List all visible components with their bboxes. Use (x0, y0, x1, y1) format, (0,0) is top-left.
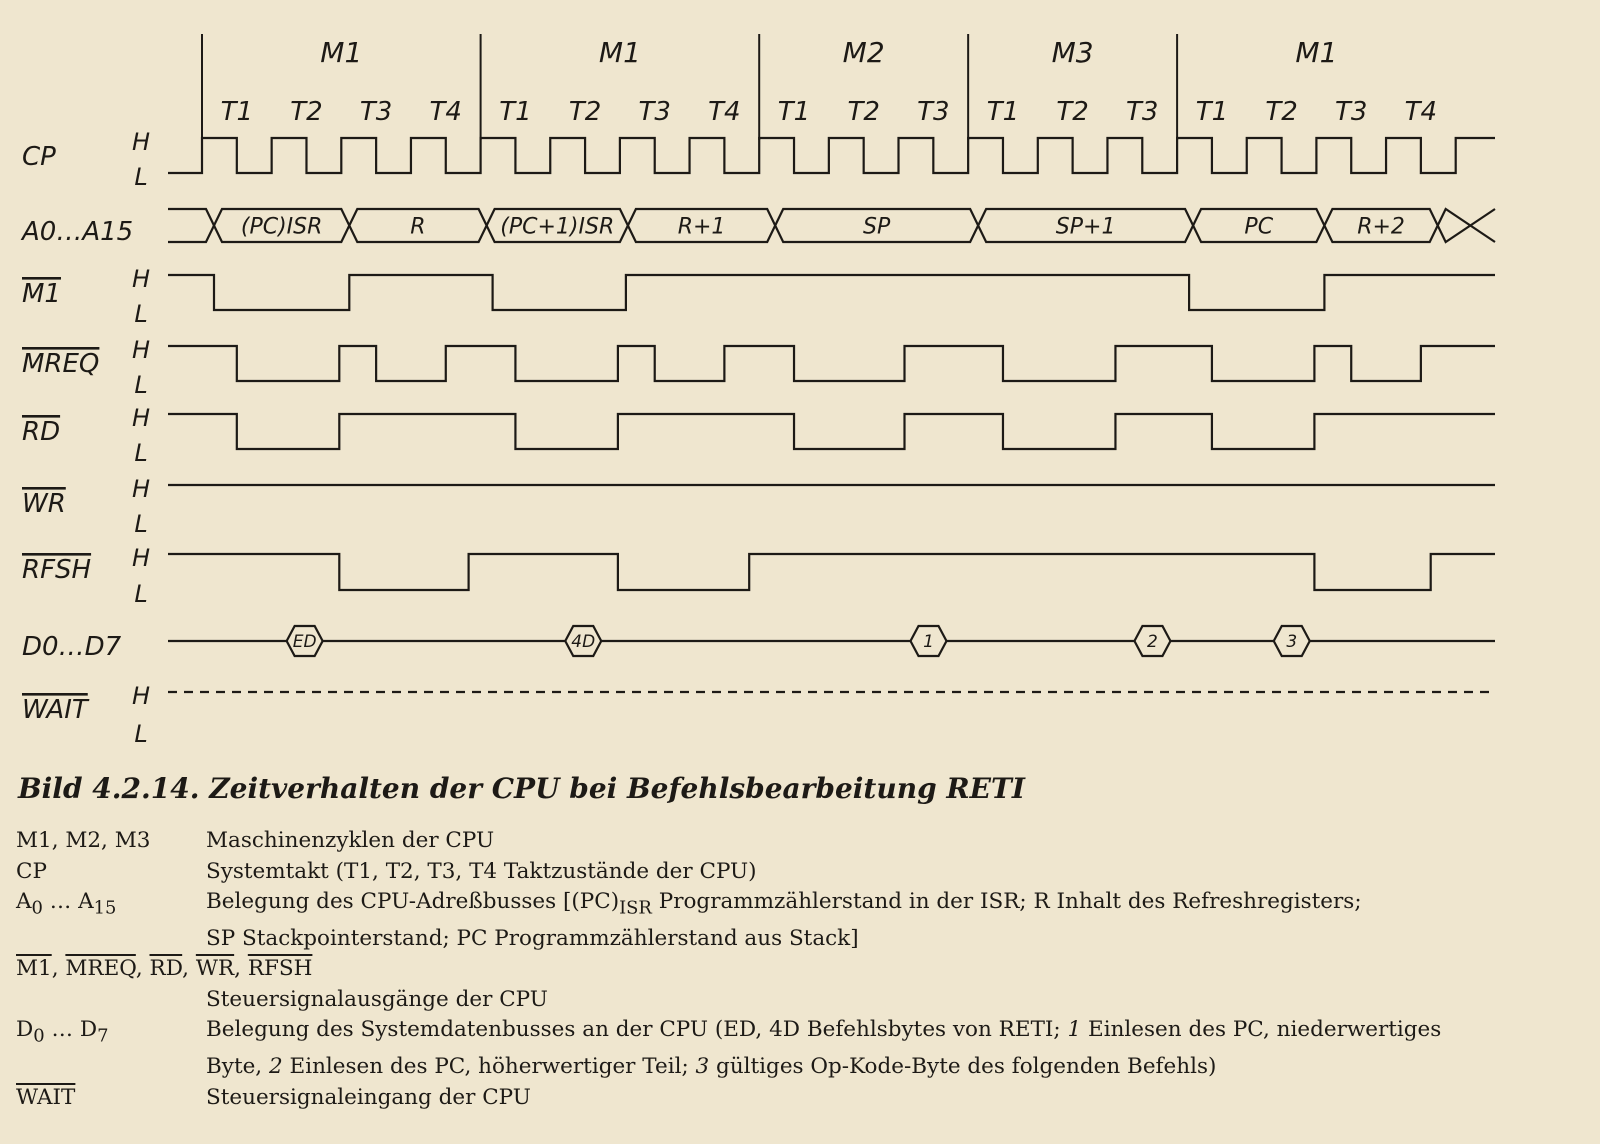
legend-desc: Belegung des Systemdatenbusses an der CPU (ED, 4D Befehlsbytes von RETI; 1 Einlesen des PC, niederwertiges (206, 1017, 1442, 1043)
t-state-label: T1 (1195, 97, 1229, 127)
level-labels (132, 128, 150, 748)
legend-row-address-bus-cont (16, 924, 1586, 955)
legend-term: M1, MREQ, $\overline{RD}$, $\overline{WR}$, RFSH (16, 956, 313, 982)
machine-cycle-label: M3 (1051, 36, 1094, 69)
address-bus-labels (241, 215, 1405, 240)
signal-labels (20, 142, 133, 725)
level-low-label: L (134, 371, 148, 399)
address-bus-value: SP+1 (1055, 214, 1116, 240)
level-high-label: H (131, 336, 151, 364)
t-state-label: T3 (1335, 97, 1368, 127)
legend-desc: Steuersignalausgänge der CPU (206, 986, 548, 1012)
t-state-label: T2 (1265, 97, 1298, 127)
legend-desc: Steuersignaleingang der CPU (206, 1084, 531, 1110)
m1-waveform (168, 275, 1495, 310)
data-bus-value: 4D (571, 632, 596, 652)
legend (16, 826, 1586, 1113)
t-state-label: T2 (847, 97, 880, 127)
t-state-label: T1 (220, 97, 254, 127)
address-bus-value: R (410, 214, 426, 240)
machine-cycle-labels (320, 36, 1337, 69)
data-bus-value: ED (292, 632, 317, 652)
t-state-label: T1 (499, 97, 532, 127)
signal-label-wait: WAIT (22, 695, 88, 725)
t-state-label: T3 (359, 97, 393, 127)
t-state-label: T3 (1126, 97, 1159, 127)
legend-row-data-bus-cont (16, 1052, 1586, 1083)
address-bus-value: (PC+1)ISR (500, 214, 615, 240)
level-high-label: H (131, 404, 151, 432)
level-high-label: H (131, 544, 151, 572)
legend-term: WAIT (16, 1084, 76, 1110)
t-state-label: T4 (1404, 97, 1438, 127)
rfsh-waveform (168, 554, 1495, 590)
signal-label-cp: CP (22, 142, 56, 172)
t-state-label: T2 (1056, 97, 1089, 127)
machine-cycle-label: M1 (320, 36, 363, 69)
level-low-label: L (134, 439, 148, 467)
figure-caption: Bild 4.2.14. Zeitverhalten der CPU bei Befehlsbearbeitung RETI (18, 772, 1025, 805)
t-state-labels (221, 97, 1437, 127)
address-bus-value: PC (1244, 214, 1274, 240)
signal-label-mreq: MREQ (22, 349, 100, 379)
address-bus-value: SP (863, 214, 891, 240)
data-bus-value: 3 (1286, 632, 1298, 652)
signal-label-wr: WR (22, 489, 66, 519)
signal-label-m1: M1 (22, 279, 61, 309)
legend-row-control-outputs-desc (16, 985, 1586, 1016)
signal-label-rfsh: RFSH (22, 555, 92, 585)
legend-term: $A_0$ … $A_{15}$ (16, 889, 117, 919)
level-low-label: L (134, 300, 148, 328)
level-low-label: L (134, 163, 148, 191)
address-bus-value: (PC)ISR (240, 214, 323, 240)
legend-row-data-bus (16, 1015, 1586, 1052)
legend-desc: Systemtakt (T1, T2, T3, T4 Taktzustände der CPU) (206, 858, 757, 884)
address-bus-line-b (168, 209, 1495, 242)
level-high-label: H (131, 475, 151, 503)
address-bus-line-a (168, 209, 1495, 242)
level-high-label: H (131, 265, 151, 293)
cp-clock-waveform (168, 138, 1495, 173)
machine-cycle-label: M1 (598, 36, 641, 69)
legend-desc: Belegung des CPU-Adreßbusses [$(PC)_{ISR}$ Programmzählerstand in der ISR; R Inhalt des Refreshregisters; (206, 889, 1362, 919)
legend-term: $D_0$ … $D_7$ (16, 1017, 109, 1047)
t-state-label: T3 (917, 97, 950, 127)
t-state-label: T3 (638, 97, 671, 127)
t-state-label: T1 (777, 97, 811, 127)
level-high-label: H (131, 682, 151, 710)
t-state-label: T2 (568, 97, 602, 127)
legend-term: M1, M2, M3 (16, 828, 151, 853)
legend-row-address-bus (16, 887, 1586, 924)
machine-cycle-label: M1 (1295, 36, 1338, 69)
t-state-label: T4 (708, 97, 741, 127)
t-state-label: T1 (986, 97, 1020, 127)
legend-row-control-outputs (16, 954, 1586, 985)
legend-row-machine-cycles (16, 826, 1586, 857)
signal-label-addr: A0…A15 (22, 217, 134, 247)
t-state-label: T2 (290, 97, 323, 127)
mreq-waveform (168, 346, 1495, 381)
t-state-label: T4 (429, 97, 462, 127)
rd-waveform (168, 414, 1495, 449)
level-low-label: L (134, 720, 148, 748)
legend-row-clock (16, 857, 1586, 888)
legend-desc: SP Stackpointerstand; PC Programmzählerstand aus Stack] (206, 925, 859, 951)
legend-term: CP (16, 858, 47, 884)
address-bus-value: R+2 (1357, 214, 1405, 240)
address-bus-value: R+1 (677, 214, 726, 240)
signal-label-rd: RD (22, 417, 61, 447)
signal-label-data: D0…D7 (22, 632, 122, 662)
level-low-label: L (134, 580, 148, 608)
legend-row-wait (16, 1083, 1586, 1114)
machine-cycle-label: M2 (842, 36, 885, 69)
level-low-label: L (134, 510, 148, 538)
legend-desc: Byte, 2 Einlesen des PC, höherwertiger Teil; 3 gültiges Op-Kode-Byte des folgenden Befehls) (206, 1054, 1217, 1080)
data-bus-value: 1 (923, 632, 934, 652)
data-bus-value: 2 (1147, 632, 1158, 652)
level-high-label: H (131, 128, 151, 156)
waveforms (168, 138, 1495, 692)
legend-desc: Maschinenzyklen der CPU (206, 828, 495, 853)
